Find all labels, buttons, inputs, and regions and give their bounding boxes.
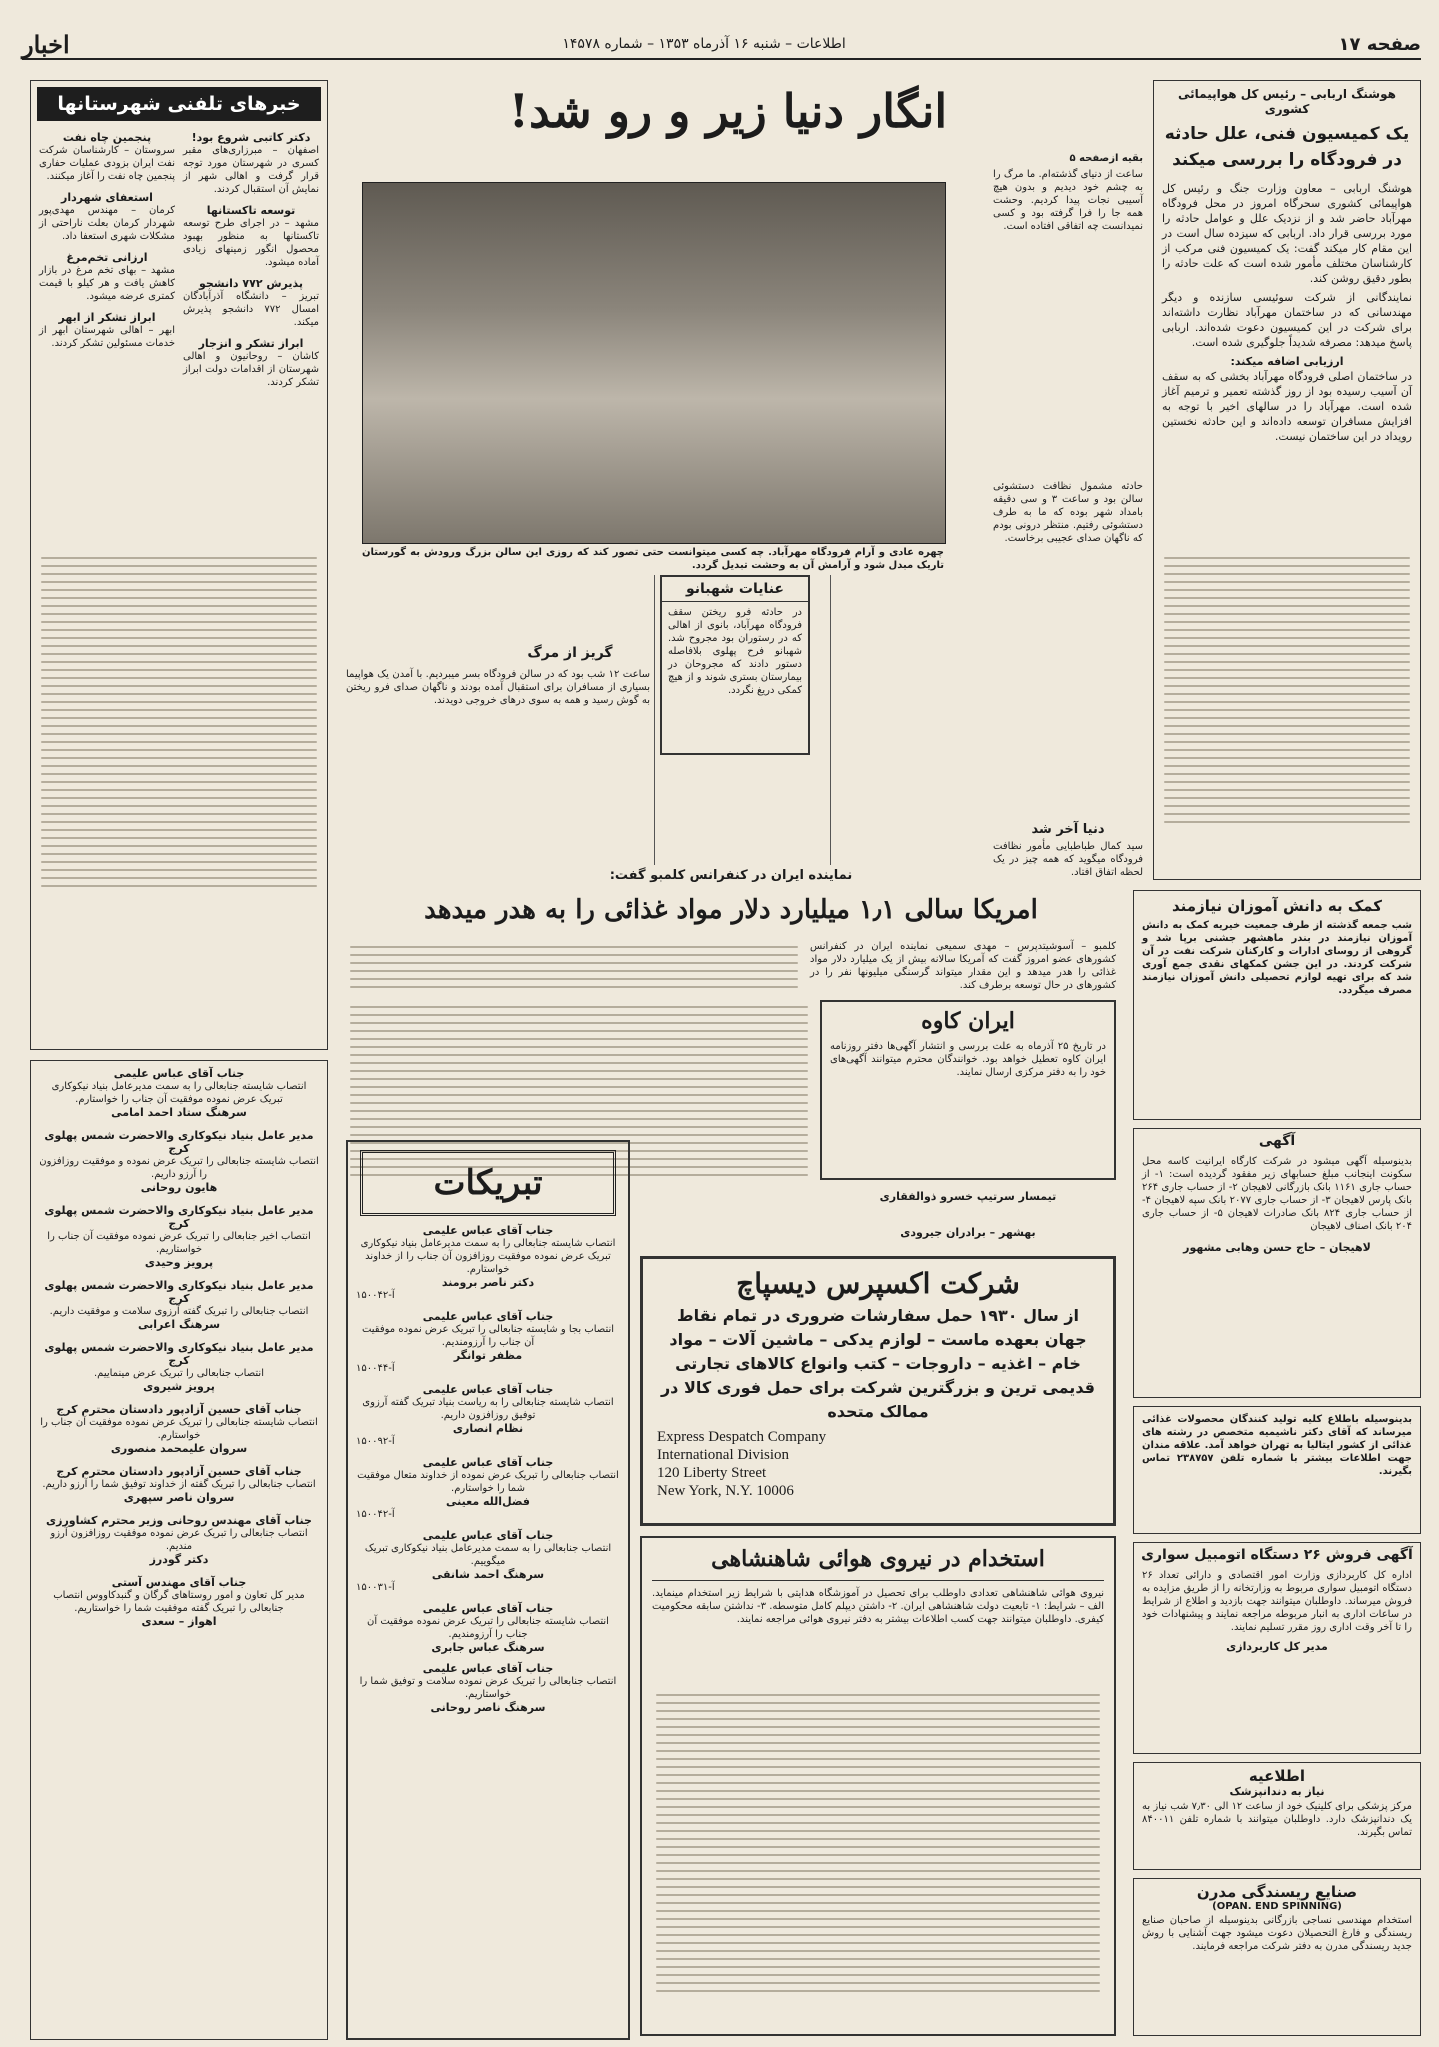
congrats-entry xyxy=(39,1204,319,1269)
congrats-entry xyxy=(39,1341,319,1393)
express-despatch-ad xyxy=(640,1256,1116,1526)
congratulations-title: تبریکات xyxy=(360,1150,616,1216)
escape-body: ساعت ۱۲ شب بود که در سالن فرودگاه بسر میبردیم. با آمدن یک هواپیما بسیاری از مسافران برای استقبال آمده بودند و ناگهان صدای فرو ریختن به گوش رسید و همه به سوی درهای خروجی دویدند. xyxy=(346,669,651,706)
congrats-sign: سروان علیمحمد منصوری xyxy=(110,1442,248,1455)
city-news-head: دکتر کاتبی شروع بود! xyxy=(191,131,311,144)
right-story-subhead: ارزیابی اضافه میکند: xyxy=(1230,355,1344,368)
america-kicker: نماینده ایران در کنفرانس کلمبو گفت: xyxy=(609,868,853,883)
congrats-code: آ-۱۵۰۰۴۲ xyxy=(356,1290,395,1301)
congrats-recipient: جناب آقای عباس علیمی xyxy=(422,1224,554,1237)
congrats-body: انتصاب جنابعالی را تبریک گفته آرزوی سلامت و موفقیت داریم. xyxy=(49,1306,309,1317)
congrats-sign: سرهنگ اعرابی xyxy=(137,1318,221,1331)
airport-hall-photo xyxy=(362,182,946,544)
city-news-text: سروستان – کارشناسان شرکت نفت ایران بزودی عملیات حفاری پنجمین چاه نفت را آغاز میکنند. xyxy=(39,145,175,182)
congrats-recipient: جناب آقای عباس علیمی xyxy=(113,1067,245,1080)
air-force-ad xyxy=(640,1536,1116,2036)
iran-kaveh-box xyxy=(820,1000,1116,1180)
congrats-code: آ-۱۵۰۰۴۴ xyxy=(356,1363,395,1374)
notice-one-title: آگهی xyxy=(1258,1133,1296,1149)
condolence-text: تیمسار سرتیپ خسرو ذوالفقاری xyxy=(879,1190,1057,1203)
bottom-left-congrats xyxy=(30,1060,328,2040)
congrats-entry xyxy=(356,1310,620,1375)
congrats-sign: دکتر ناصر برومند xyxy=(441,1276,535,1289)
spinning-en: (OPAN. END SPINNING) xyxy=(1212,1901,1342,1912)
column-rule xyxy=(830,575,831,865)
issue-date: اطلاعات – شنبه ۱۶ آذرماه ۱۳۵۳ – شماره ۱۴۵۷۸ xyxy=(562,36,846,52)
city-news-banner: خبرهای تلفنی شهرستانها xyxy=(37,87,321,121)
congrats-sign: سروان ناصر سپهری xyxy=(123,1491,235,1504)
congrats-title: جناب آقای مهندس آستی xyxy=(111,1576,247,1589)
congrats-entry xyxy=(356,1662,620,1714)
congrats-body: انتصاب شایسته جنابعالی را به سمت مدیرعامل بنیاد نیکوکاری تبریک عرض نموده موفقیت آن جناب را خواستارم. xyxy=(51,1081,307,1105)
congrats-sign: پرویز وحیدی xyxy=(144,1256,214,1269)
congrats-title: جناب آقای حسین آزادپور دادستان محترم کرج xyxy=(56,1465,302,1478)
section-brand: اخبار xyxy=(22,29,70,59)
congrats-sign: اهواز – سعدی xyxy=(141,1615,217,1628)
congrats-body: انتصاب جنابعالی را به سمت مدیرعامل بنیاد نیکوکاری تبریک میگوییم. xyxy=(364,1543,612,1567)
congrats-sign: دکتر گودرز xyxy=(149,1553,209,1566)
city-news-text: ابهر – اهالی شهرستان ابهر از خدمات مسئولین تشکر کردند. xyxy=(39,325,175,349)
city-news-head: پذیرش ۷۷۲ دانشجو xyxy=(198,277,304,290)
notice-two-body: بدینوسیله باطلاع کلیه تولید کنندگان محصولات غذائی میرساند که آقای دکتر ناشیمیه متخصص در رشته های غذائی از کشور ایتالیا به تهران خواهد آمد. علاقه مندان جهت اطلاعات بیشتر با شماره تلفن ۲۳۸۷۵۷ تماس بگیرند. xyxy=(1142,1414,1413,1477)
dentist-notice xyxy=(1133,1762,1421,1870)
express-ad-body: از سال ۱۹۳۰ حمل سفارشات ضروری در تمام نقاط جهان بعهده ماست – لوازم یدکی – ماشین آلات – مواد خام – اغذیه – داروجات – کتب وانواع کالاهای تجارتی قدیمی ترین و بزرگترین شرکت برای حمل فوری کالا در ممالک متحده xyxy=(660,1306,1096,1421)
photo-caption: چهره عادی و آرام فرودگاه مهرآباد. چه کسی میتوانست حتی تصور کند که روزی این سالن بزرگ ورودش به گورستان تاریک مبدل شود و آرامش آن به وحشت تبدیل گردد. xyxy=(362,547,944,571)
right-story xyxy=(1153,80,1421,880)
column-rule xyxy=(654,575,655,865)
text-column-placeholder xyxy=(1160,551,1414,871)
congrats-sign: سرهنگ عباس جابری xyxy=(431,1641,545,1654)
shahbano-title: عنایات شهبانو xyxy=(662,577,808,602)
city-news-text: تبریز – دانشگاه آذرآبادگان امسال ۷۷۲ دانشجو پذیرش میکند. xyxy=(183,291,319,328)
text-column-placeholder xyxy=(346,940,802,996)
congrats-body: انتصاب بجا و شایسته جنابعالی را تبریک عرض نموده موفقیت آن جناب را آرزومندیم. xyxy=(361,1324,615,1348)
city-news-text: کرمان – مهندس مهدی‌پور شهردار کرمان بعلت ناراحتی از مشکلات شهری استعفا داد. xyxy=(39,205,175,242)
congrats-recipient: جناب آقای عباس علیمی xyxy=(422,1529,554,1542)
city-news-head: استعفای شهردار xyxy=(61,191,153,204)
congratulations-box xyxy=(346,1140,630,2040)
text-column-placeholder xyxy=(652,1688,1104,2024)
city-news-head: توسعه تاکستانها xyxy=(206,204,296,217)
congrats-entry xyxy=(39,1403,319,1455)
congrats-title: جناب آقای حسین آزادپور دادستان محترم کرج xyxy=(56,1403,302,1416)
spinning-title: صنایع ریسندگی مدرن xyxy=(1196,1883,1358,1901)
notice-food-producers xyxy=(1133,1406,1421,1534)
congrats-entry xyxy=(356,1602,620,1654)
congrats-sign: هایون روحانی xyxy=(140,1181,218,1194)
last-story-title: دنیا آخر شد xyxy=(1031,822,1105,837)
auto-sale-notice xyxy=(1133,1542,1421,1754)
last-story-body: سید کمال طباطبایی مأمور نظافت فرودگاه میگوید که همه چیز در یک لحظه اتفاق افتاد. xyxy=(993,841,1143,878)
condolence-sign: بهشهر – برادران جیرودی xyxy=(900,1226,1036,1239)
congrats-entry xyxy=(356,1456,620,1521)
congrats-body: انتصاب جنابعالی را تبریک گفته از خداوند توفیق شما را آرزو داریم. xyxy=(42,1479,316,1490)
air-force-ad-body: نیروی هوائی شاهنشاهی تعدادی داوطلب برای تحصیل در آموزشگاه هدایتی با شرایط زیر استخدام مینماید. الف – شرایط: ۱- تابعیت دولت شاهنشاهی ایران. ۲- داشتن دیپلم کامل متوسطه. ۳- نداشتن سابقه محکومیت کیفری. داوطلبان میتوانند جهت کسب اطلاعات بیشتر به دفتر نیروی هوائی مراجعه نمایند. xyxy=(652,1588,1104,1625)
right-story-body-1: هوشنگ اربابی – معاون وزارت جنگ و رئیس کل هواپیمائی کشوری سحرگاه امروز در محل فرودگاه مهرآباد حاضر شد و از نزدیک علل و عوامل حادثه را مورد بررسی قرار داد. اربابی که سیزده سال است در این مقام کار میکند گفت: یک کمیسیون فنی مرکب از کارشناسان مختلف مأمور شده است که علت حادثه را بطور دقیق روشن کند. xyxy=(1162,182,1412,285)
express-ad-english: International Division xyxy=(657,1447,790,1463)
right-story-body-2: نمایندگانی از شرکت سوئیسی سازنده و دیگر مهندسانی که در ساختمان مهرآباد نظارت داشته‌اند برای شرکت در این کمیسیون دعوت شده‌اند. اربابی پاسخ میدهد: مصرفه شدیداً جلوگیری شده است. xyxy=(1162,291,1412,349)
congrats-body: انتصاب جنابعالی را تبریک عرض نموده سلامت و توفیق شما را خواستاریم. xyxy=(359,1676,617,1700)
congrats-body: انتصاب اخیر جنابعالی را تبریک عرض نموده موفقیت آن جناب را خواستاریم. xyxy=(47,1231,311,1255)
right-story-kicker: هوشنگ اربابی – رئیس کل هواپیمائی کشوری xyxy=(1178,87,1396,116)
congrats-body: انتصاب شایسته جنابعالی را تبریک عرض نموده موفقیت آن جناب را خواستارم. xyxy=(40,1417,318,1441)
congrats-title: مدیر عامل بنیاد نیکوکاری والاحضرت شمس پهلوی کرج xyxy=(44,1204,314,1230)
info-notice-subtitle: نیاز به دندانپزشک xyxy=(1229,1785,1325,1798)
right-story-body-3: در ساختمان اصلی فرودگاه مهرآباد بخشی که به سقف آن آسیب رسیده بود از روز گذشته تعمیر و ترمیم آغاز شده است. مهرآباد را در سالهای اخیر با توجه به افزایش مسافران توسعه داده‌اند و این حادثه نخستین رویداد در این ساختمان نیست. xyxy=(1162,370,1412,443)
congrats-sign: مظفر توانگر xyxy=(453,1349,523,1362)
escape-title: گریز از مرگ xyxy=(527,645,613,661)
congrats-title: سرهنگ ستاد احمد امامی xyxy=(111,1106,247,1119)
congrats-entry xyxy=(356,1529,620,1594)
city-news-head: ابراز تشکر و انزجار xyxy=(198,337,304,350)
page-number: صفحه ۱۷ xyxy=(1338,33,1421,55)
notice-one-body: بدینوسیله آگهی میشود در شرکت کارگاه ایرانیت کاسه محل سکونت اینجانب مبلغ حسابهای زیر مفقود گردیده است: ۱- از حساب جاری ۱۱۶۱ بانک بازرگانی لاهیجان ۲- از حساب جاری ۲۶۴ بانک پارس لاهیجان ۳- از حساب جاری ۲۰۷۷ بانک سپه لاهیجان ۴- از حساب جاری ۸۲۴ بانک صادرات لاهیجان ۵- از حساب جاری ۲۰۴ بانک اصناف لاهیجان xyxy=(1142,1156,1413,1232)
city-news-box xyxy=(30,80,328,1050)
auto-sale-title: آگهی فروش ۲۶ دستگاه اتومبیل سواری xyxy=(1141,1547,1413,1563)
congrats-entry xyxy=(39,1576,319,1628)
congrats-sign: نظام انصاری xyxy=(452,1422,524,1435)
auto-sale-body: اداره کل کاربردازی وزارت امور اقتصادی و دارائی تعداد ۲۶ دستگاه اتومبیل سواری مربوط به وزارتخانه را از طریق مزایده به فروش میرساند. داوطلبان میتوانند جهت بازدید و اطلاع از شرایط در ساعات اداری به انبار مربوطه مراجعه نمایند و پیشنهادات خود را تا آخر وقت اداری روز مقرر تسلیم نمایند. xyxy=(1142,1570,1412,1633)
congrats-title: مدیر عامل بنیاد نیکوکاری والاحضرت شمس پهلوی کرج xyxy=(44,1279,314,1305)
america-headline: امریکا سالی ۱٫۱ میلیارد دلار مواد غذائی را به هدر میدهد xyxy=(424,895,1038,925)
america-body: کلمبو – آسوشیتدپرس – مهدی سمیعی نماینده ایران در کنفرانس کشورهای عضو امروز گفت که آمریکا سالانه بیش از یک میلیارد دلار مواد غذائی را هدر میدهد و این مقدار میتواند گرسنگی میلیونها نفر را در کشورهای در حال توسعه برطرف کند. xyxy=(810,941,1116,991)
congrats-entry xyxy=(356,1224,620,1302)
congrats-sign: سرهنگ احمد شانقی xyxy=(431,1568,545,1581)
congrats-recipient: جناب آقای عباس علیمی xyxy=(422,1662,554,1675)
iran-kaveh-body: در تاریخ ۲۵ آذرماه به علت بررسی و انتشار آگهی‌ها دفتر روزنامه ایران کاوه تعطیل خواهد بود. خوانندگان محترم میتوانند آگهی‌های خود را به دفتر مرکزی ارسال نمایند. xyxy=(830,1041,1106,1078)
spinning-body: استخدام مهندسی نساجی بازرگانی بدینوسیله از صاحبان صنایع ریسندگی و فارغ التحصیلان دعوت میشود جهت آشنایی با روش جدید ریسندگی مدرن به دفتر شرکت مراجعه فرمایند. xyxy=(1142,1915,1412,1952)
congrats-entry xyxy=(39,1279,319,1331)
congrats-body: انتصاب شایسته جنابعالی را تبریک عرض نموده موفقیت آن جناب را آرزومندیم. xyxy=(367,1616,609,1640)
notice-lost-checks xyxy=(1133,1128,1421,1398)
congrats-recipient: جناب آقای عباس علیمی xyxy=(422,1602,554,1615)
congrats-entry xyxy=(39,1067,319,1119)
text-column-placeholder xyxy=(37,551,321,1041)
express-ad-english: 120 Liberty Street xyxy=(657,1465,767,1481)
express-ad-english: New York, N.Y. 10006 xyxy=(657,1483,794,1499)
congrats-title: مدیر عامل بنیاد نیکوکاری والاحضرت شمس پهلوی کرج xyxy=(44,1341,314,1367)
congrats-title: مدیر عامل بنیاد نیکوکاری والاحضرت شمس پهلوی کرج xyxy=(44,1129,314,1155)
congrats-entry xyxy=(39,1465,319,1504)
express-ad-english: Express Despatch Company xyxy=(657,1429,827,1445)
congrats-recipient: جناب آقای عباس علیمی xyxy=(422,1383,554,1396)
congrats-recipient: جناب آقای عباس علیمی xyxy=(422,1456,554,1469)
notice-one-sign: لاهیجان – حاج حسن وهابی مشهور xyxy=(1183,1241,1371,1254)
congrats-entry xyxy=(39,1129,319,1194)
spinning-notice xyxy=(1133,1878,1421,2036)
express-ad-title: شرکت اکسپرس دیسپاچ xyxy=(736,1267,1020,1300)
congrats-sign: سرهنگ ناصر روحانی xyxy=(430,1701,546,1714)
city-news-text: مشهد – در اجرای طرح توسعه تاکستانها به منظور بهبود محصول انگور زمینهای زیادی آماده میشود. xyxy=(183,218,319,268)
main-headline: انگار دنیا زیر و رو شد! xyxy=(508,84,948,138)
students-aid-title: کمک به دانش آموزان نیازمند xyxy=(1172,897,1382,915)
info-notice-title: اطلاعیه xyxy=(1248,1767,1306,1785)
students-aid-story xyxy=(1133,890,1421,1120)
main-lead-label: بقیه ازصفحه ۵ xyxy=(1069,153,1143,164)
shahbano-box xyxy=(660,575,810,755)
congrats-title: جناب آقای مهندس روحانی وزیر محترم کشاورزی xyxy=(46,1514,312,1527)
congrats-code: آ-۱۵۰۰۹۲ xyxy=(356,1436,395,1447)
congrats-entry xyxy=(356,1383,620,1448)
students-aid-body: شب جمعه گذشته از طرف جمعیت خیریه کمک به دانش آموزان نیازمند در بندر ماهشهر جشنی برپا شد و گروهی از روسای ادارات و کارکنان شرکت نفت در آن شرکت کردند. در این جشن کمکهای نقدی جمع آوری شد که برای تهیه لوازم تحصیلی دانش آموزان نیازمند مصرف میگردد. xyxy=(1142,920,1412,996)
city-news-text: اصفهان – مبرزاری‌های مقبر کسری در شهرستان مورد توجه قرار گرفت و اهالی شهر از نمایش آن استقبال کردند. xyxy=(183,145,319,195)
congrats-body: انتصاب جنابعالی را تبریک عرض نموده موفقیت روزافزون آرزو مندیم. xyxy=(50,1528,308,1552)
auto-sale-sign: مدیر کل کاربردازی xyxy=(1226,1640,1328,1653)
city-news-head: ابراز تشکر از ابهر xyxy=(58,311,156,324)
congrats-sign: فضل‌الله معینی xyxy=(446,1495,530,1508)
congrats-code: آ-۱۵۰۰۴۲ xyxy=(356,1509,395,1520)
congrats-entry xyxy=(39,1514,319,1566)
city-news-head: پنجمین چاه نفت xyxy=(62,131,152,144)
congrats-body: انتصاب شایسته جنابعالی را به ریاست بنیاد تبریک گفته آرزوی توفیق روزافزون داریم. xyxy=(362,1397,614,1421)
congrats-recipient: جناب آقای عباس علیمی xyxy=(422,1310,554,1323)
city-news-head: ارزانی تخم‌مرغ xyxy=(66,251,148,264)
iran-kaveh-title: ایران کاوه xyxy=(921,1008,1015,1034)
congrats-body: انتصاب جنابعالی را تبریک عرض نموده از خداوند متعال موفقیت شما را خواستارم. xyxy=(357,1470,619,1494)
congrats-body: مدیر کل تعاون و امور روستاهای گرگان و گنبدکاووس انتصاب جنابعالی را تبریک گفته موفقیت شما را خواستاریم. xyxy=(53,1590,305,1614)
air-force-ad-title: استخدام در نیروی هوائی شاهنشاهی xyxy=(652,1538,1104,1581)
info-notice-body: مرکز پزشکی برای کلینیک خود از ساعت ۱۲ الی ۷٫۳۰ شب نیاز به یک دندانپزشک دارد. داوطلبان میتوانند با شماره تلفن ۸۴۰۰۱۱ تماس بگیرند. xyxy=(1142,1801,1412,1838)
congrats-body: انتصاب جنابعالی را تبریک عرض مینماییم. xyxy=(94,1368,264,1379)
congrats-body: انتصاب شایسته جنابعالی را تبریک عرض نموده و موفقیت روزافزون را آرزو داریم. xyxy=(39,1156,319,1180)
city-news-text: مشهد – بهای تخم مرغ در بازار کاهش یافت و هر کیلو با قیمت کمتری عرضه میشود. xyxy=(39,265,175,302)
shahbano-body: در حادثه فرو ریختن سقف فرودگاه مهرآباد، بانوی از اهالی که در رستوران بود مجروح شد. شهبانو فرح پهلوی بلافاصله دستور دادند که مجروحان در بیمارستان بستری شوند و از هیچ کمکی دریغ نگردد. xyxy=(668,607,802,696)
congrats-code: آ-۱۵۰۰۳۱ xyxy=(356,1582,395,1593)
right-story-headline: یک کمیسیون فنی، علل حادثه در فرودگاه را بررسی میکند xyxy=(1164,124,1410,170)
congrats-body: انتصاب شایسته جنابعالی را به سمت مدیرعامل بنیاد نیکوکاری تبریک عرض نموده موفقیت روزافزون آن جناب را از خداوند خواستارم. xyxy=(360,1238,616,1275)
main-story-col-b: حادثه مشمول نظافت دستشوئی سالن بود و ساعت ۳ و سی دقیقه بامداد شهر بوده که ما به طرف دستشوئی رفتیم. منتظر درونی بودم که ناگهان صدای عجیبی برخاست. xyxy=(993,481,1143,544)
city-news-text: کاشان – روحانیون و اهالی شهرستان از اقدامات دولت ابراز تشکر کردند. xyxy=(183,351,319,388)
masthead xyxy=(22,30,1421,60)
main-story-col-a: ساعت از دنیای گذشته‌ام. ما مرگ را به چشم خود دیدیم و بدون هیچ آسیبی نجات پیدا کردیم. وحشت همه جا را فرا گرفته بود و کسی نمیدانست چه اتفاقی افتاده است. xyxy=(993,169,1143,232)
congrats-sign: پرویز شیروی xyxy=(143,1380,215,1393)
